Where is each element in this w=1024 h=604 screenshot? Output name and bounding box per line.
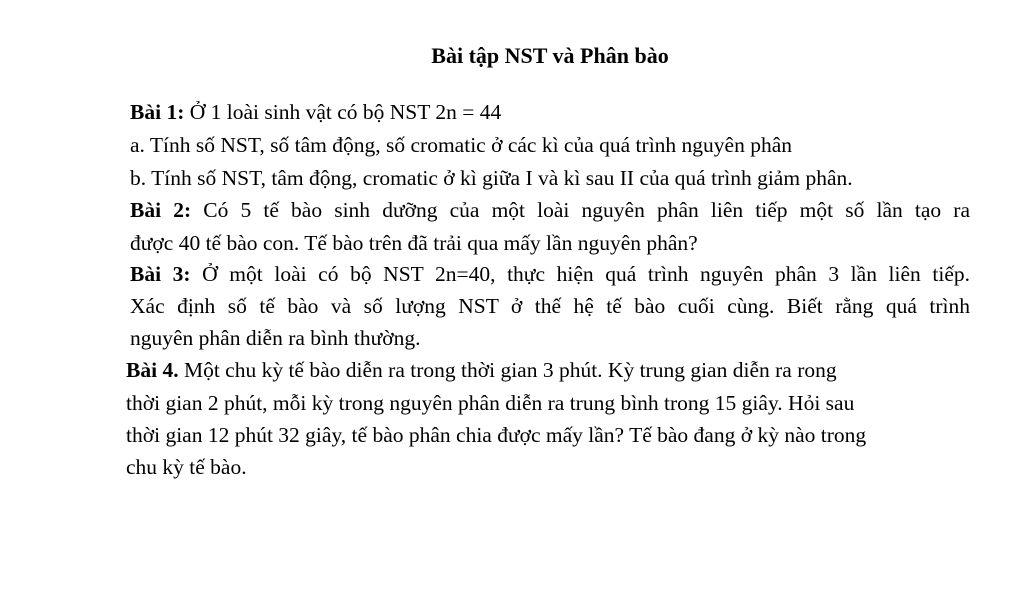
bai1-heading [130,98,501,126]
bai3-text-1: Ở một loài có bộ NST 2n=40, thực hiện quá trình nguyên phân 3 lần liên tiếp. [190,262,970,286]
bai4-text-1: Một chu kỳ tế bào diễn ra trong thời gian 3 phút. Kỳ trung gian diễn ra rong [178,358,837,382]
bai4-line-4: chu kỳ tế bào. [126,455,247,479]
bai3-line-3: nguyên phân diễn ra bình thường. [130,326,421,350]
bai2-line-1 [130,196,970,224]
bai4-line-3: thời gian 12 phút 32 giây, tế bào phân chia được mấy lần? Tế bào đang ở kỳ nào trong [126,423,867,447]
bai3-line-1 [130,260,970,288]
bai2-line-2: được 40 tế bào con. Tế bào trên đã trải qua mấy lần nguyên phân? [130,231,698,255]
bai4-line-2: thời gian 2 phút, mỗi kỳ trong nguyên phân diễn ra trung bình trong 15 giây. Hỏi sau [126,391,855,415]
bai4-line-1 [126,356,837,384]
bai4-label: Bài 4. [126,358,179,382]
page-title: Bài tập NST và Phân bào [431,43,669,68]
bai1-text: Ở 1 loài sinh vật có bộ NST 2n = 44 [184,100,502,124]
bai2-text-1: Có 5 tế bào sinh dưỡng của một loài nguyên phân liên tiếp một số lần tạo ra [191,198,970,222]
bai3-label: Bài 3: [130,262,191,286]
bai1-part-b: b. Tính số NST, tâm động, cromatic ở kì giữa I và kì sau II của quá trình giảm phân. [130,166,853,190]
bai1-label: Bài 1: [130,100,185,124]
bai1-part-a: a. Tính số NST, số tâm động, số cromatic ở các kì của quá trình nguyên phân [130,133,792,157]
bai3-line-2: Xác định số tế bào và số lượng NST ở thế hệ tế bào cuối cùng. Biết rằng quá trình [130,294,970,318]
bai2-label: Bài 2: [130,198,192,222]
